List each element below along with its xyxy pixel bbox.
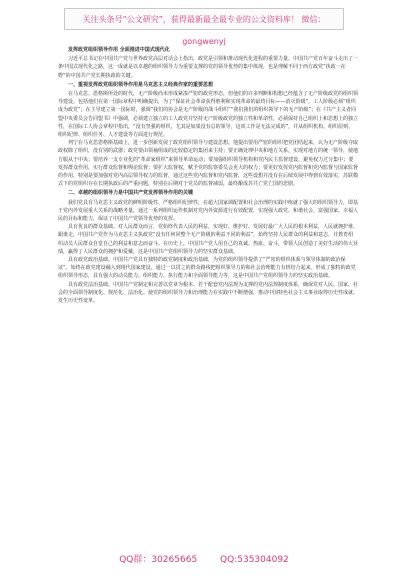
promo-banner: 关注头条号“公文研究”，获得最新最全最专业的公文资料库！ 微信：gongwenyj bbox=[64, 8, 344, 30]
section-1-paragraph-2: 列宁在马克思恩格斯基础上，进一步创新发展了政党组织领导与建设思想。他提出要用严密的组织把党团结起来，认为无产阶级夺取政权除了组织，没有别的武器；政党要由领袖组成的比较稳定的集团来主持；要正确处理中央和地方关系，实现对地方的统一领导，使地方服从于中央；要培养一支专业化的“革命家组织”来领导革命运动；要加强组织领导机构和党内民主监督建设，避免权力过分集中；要发挥群众作用，实行群众监督和舆论监督；要扩大监督权，赋予党的监察委员会更大的权力；要更好发挥党内监督和党内监督与国家监督的作用，特别是要加强对党内高层领导权力的监督，通过这些党内监督和党内监督，这些设想并没有在后续发展中得到有效落实，苏联模式下的党组织存在长期执政后的严重问题，特别在后期对于党员的监督减弱，最终酿成苏共亡党亡国的悲剧。 bbox=[58, 140, 358, 188]
document-intro: 习近平总书记在中国共产党与世界政党高层对话会上指出，政党是引领和推动现代化进程的重要力量。中国共产党百年奋斗走出了一条中国式现代化之路，这一成就是以卓越的组织领导力为重要支撑的党的领导优势的集中体现，也是理解不同于西方政党“执政一在野”的中国共产党长期执政的关键。 bbox=[58, 56, 358, 79]
section-2-paragraph-3: 具有政党政治基础。中国共产党具有独特的政党制度和政治基础，为党的组织领导提供了“严密的组织体系与领导体制的政治保证”。始终在政党建设融入到现代国家建设，通过一以贯之的群众路线把组织领导力的和社会治理能力有机结合起来。形成了独特的政党组织领导形态，具有强大的动员能力、组织能力、执行能力和全面领导能力等，这是中国共产党组织领导力的坚实政治基础。 bbox=[58, 257, 356, 280]
footer-contact bbox=[0, 552, 408, 570]
section-2-paragraph-2: 具有优良的群众基础。对人民群众而言，党始终代表人民的利益，实现好、维护好、发展好最广大人民的根本利益，人民就拥护谁、跟谁走。中国共产党作为马克思主义执政党“没有任何同整个无产阶级的利益不同的利益”，始终坚持人民群众的利益和意志，并教育组织动员人民群众自觉自己的利益和意志而奋斗。在历史上，中国共产党人用自己的真诚、热血、奋斗，带领人民创造了美好生活的伟大业绩，赢得了人民群众的拥护和爱戴，这是中国共产党组织领导力的坚实群众基础。 bbox=[58, 224, 358, 255]
section-heading-1: 一、重视发挥政党组织领导作用是马克思主义经典作家的重要思想 bbox=[68, 81, 214, 88]
footer-qq: QQ:535304092 bbox=[220, 555, 289, 565]
footer-qq-group: QQ群：30265665 bbox=[119, 555, 198, 565]
section-2-paragraph-4: 具有政党法治基础。中国共产党制定和完善以党章为根本、若干配套党内法规为支撑的党内法规制度体系，确保党对人民、国家、社会的全面领导制度化、规范化、法治化。使党的组织领导力和治理能力在实践中不断增强，推动中国特色社会主义事业取得历史性成就、发生历史性变革。 bbox=[58, 281, 358, 305]
document-title: 发挥政党组织领导作用 全面推进中国式现代化 bbox=[68, 47, 170, 53]
section-2-paragraph-1: 我们党具有马克思主义政党的鲜明阶级性、严格组织纪律性，在超大国家调配置和社会治理的实践中练就了强大的组织领导力，即基于党内外发展重大关系的战略考量，通过一系列组织运作机制对党内外资源进行有效配置，实现强大政党、和谐社会、富强国家、幸福人民的目标和能力，保证了中国共产党领导优势的发挥。 bbox=[58, 199, 358, 223]
section-heading-2: 二、卓越的组织领导力是中国共产党发挥领导作用的关键 bbox=[68, 190, 194, 197]
section-1-paragraph-1: 在马克思、恩格斯所处的时代，无产阶级尚未形成紧凑严密的政党形态，但他们的许多判断和构想已经蕴含了无产阶级政党的组织领导建设。包括他们在第一国际章程中明确提出，为了“保证社会革命获得胜利和实现革命的最终目标——消灭阶级”，工人阶级必须“组织成为政党”；在主导建立第一国际时，强调“我们的协会是无产阶级的战斗组织”“我们我们的组织领导下的无产阶级”；在《共产主义者同盟中央委员会告同盟书》中强调，必须建立独立的工人政党并坚持无产阶级政党的独立性和革命性，必须保持自己组织上和思想上的独立性，在国际工人协会章程中指出，“没有坚强的组织，尤其是如果没有总的领导，这项工作是无法完成的”，并从组织机构、组织原则、组织纪律、组织任务、人才建设等方面进行规范。 bbox=[58, 91, 358, 139]
document-body bbox=[58, 46, 358, 536]
